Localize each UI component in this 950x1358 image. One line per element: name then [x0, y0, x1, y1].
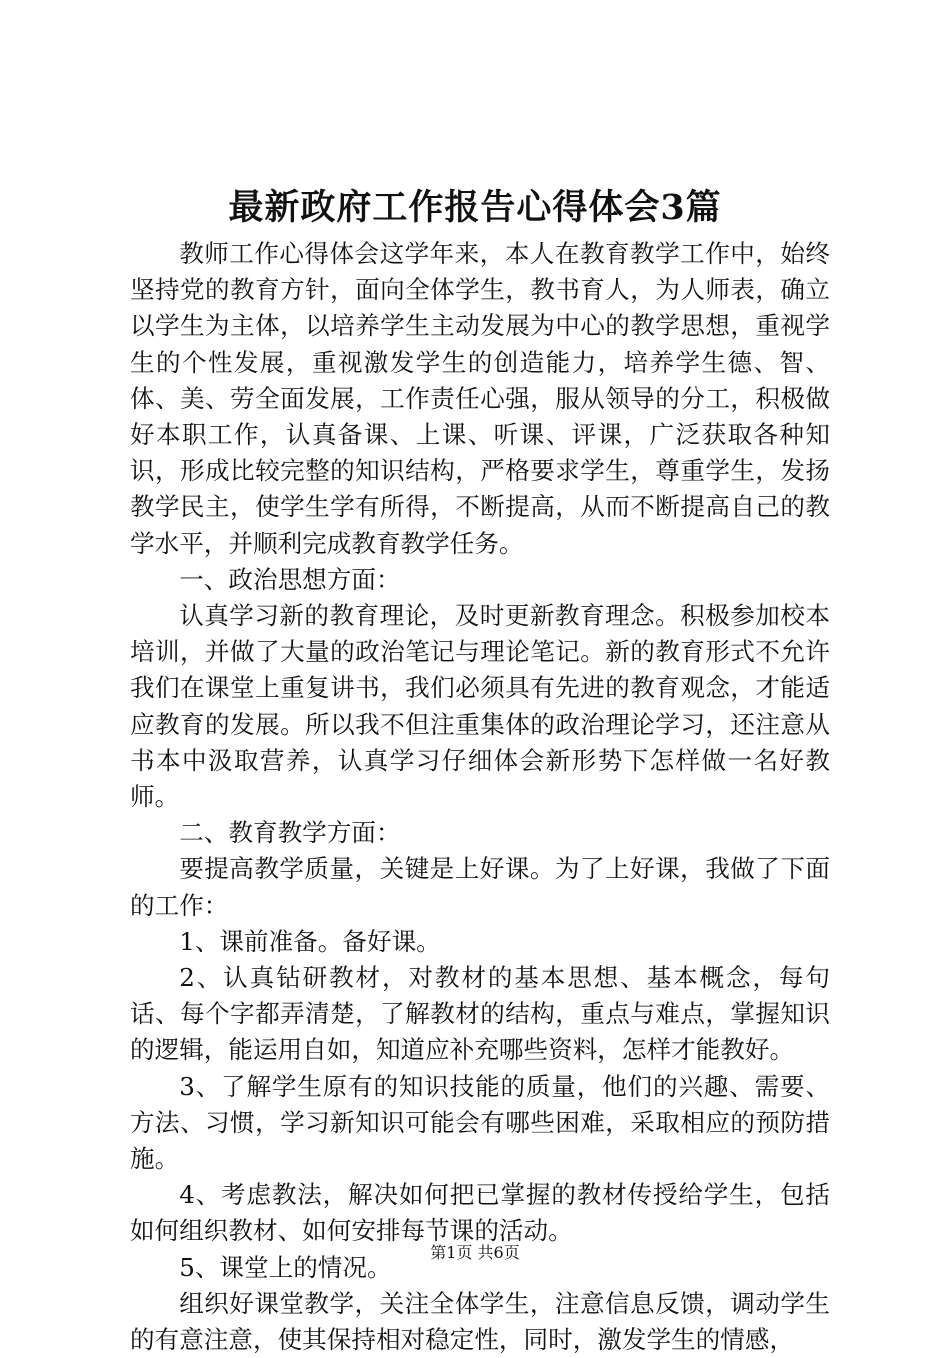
section-heading: 二、教育教学方面： — [179, 818, 401, 848]
list-item: 2、认真钻研教材，对教材的基本思想、基本概念，每句话、每个字都弄清楚，了解教材的结构，重点与难点，掌握知识的逻辑，能运用自如，知道应补充哪些资料，怎样才能教好。 — [130, 963, 830, 1065]
list-item: 5、课堂上的情况。 — [179, 1252, 392, 1282]
list-item: 3、了解学生原有的知识技能的质量，他们的兴趣、需要、方法、习惯，学习新知识可能会有哪些困难，采取相应的预防措施。 — [130, 1071, 830, 1174]
page-footer: 第1页 共6页 — [430, 1243, 520, 1262]
list-item: 1、课前准备。备好课。 — [179, 926, 441, 956]
body-paragraph: 要提高教学质量，关键是上好课。为了上好课，我做了下面的工作： — [130, 854, 830, 920]
body-paragraph: 认真学习新的教育理论，及时更新教育理念。积极参加校本培训，并做了大量的政治笔记与理论笔记。新的教育形式不允许我们在课堂上重复讲书，我们必须具有先进的教育观念，才能适应教育的发展。所以我不但注重集体的政治理论学习，还注意从书本中汲取营养，认真学习仔细体会新形势下怎样做一名好教师。 — [130, 601, 830, 812]
section-heading: 一、政治思想方面： — [179, 564, 401, 594]
body-paragraph: 组织好课堂教学，关注全体学生，注意信息反馈，调动学生的有意注意，使其保持相对稳定性，同时，激发学生的情感， — [130, 1288, 830, 1355]
body-paragraph: 教师工作心得体会这学年来，本人在教育教学工作中，始终坚持党的教育方针，面向全体学生，教书育人，为人师表，确立以学生为主体，以培养学生主动发展为中心的教学思想，重视学生的个性发展，重视激发学生的创造能力，培养学生德、智、体、美、劳全面发展，工作责任心强，服从领导的分工，积极做好本职工作，认真备课、上课、听课、评课，广泛获取各种知识，形成比较完整的知识结构，严格要求学生，尊重学生，发扬教学民主，使学生学有所得，不断提高，从而不断提高自己的教学水平，并顺利完成教育教学任务。 — [130, 239, 830, 558]
list-item: 4、考虑教法，解决如何把已掌握的教材传授给学生，包括如何组织教材、如何安排每节课的活动。 — [130, 1180, 830, 1246]
document-body — [130, 236, 830, 1358]
document-title: 最新政府工作报告心得体会3篇 — [228, 187, 722, 228]
